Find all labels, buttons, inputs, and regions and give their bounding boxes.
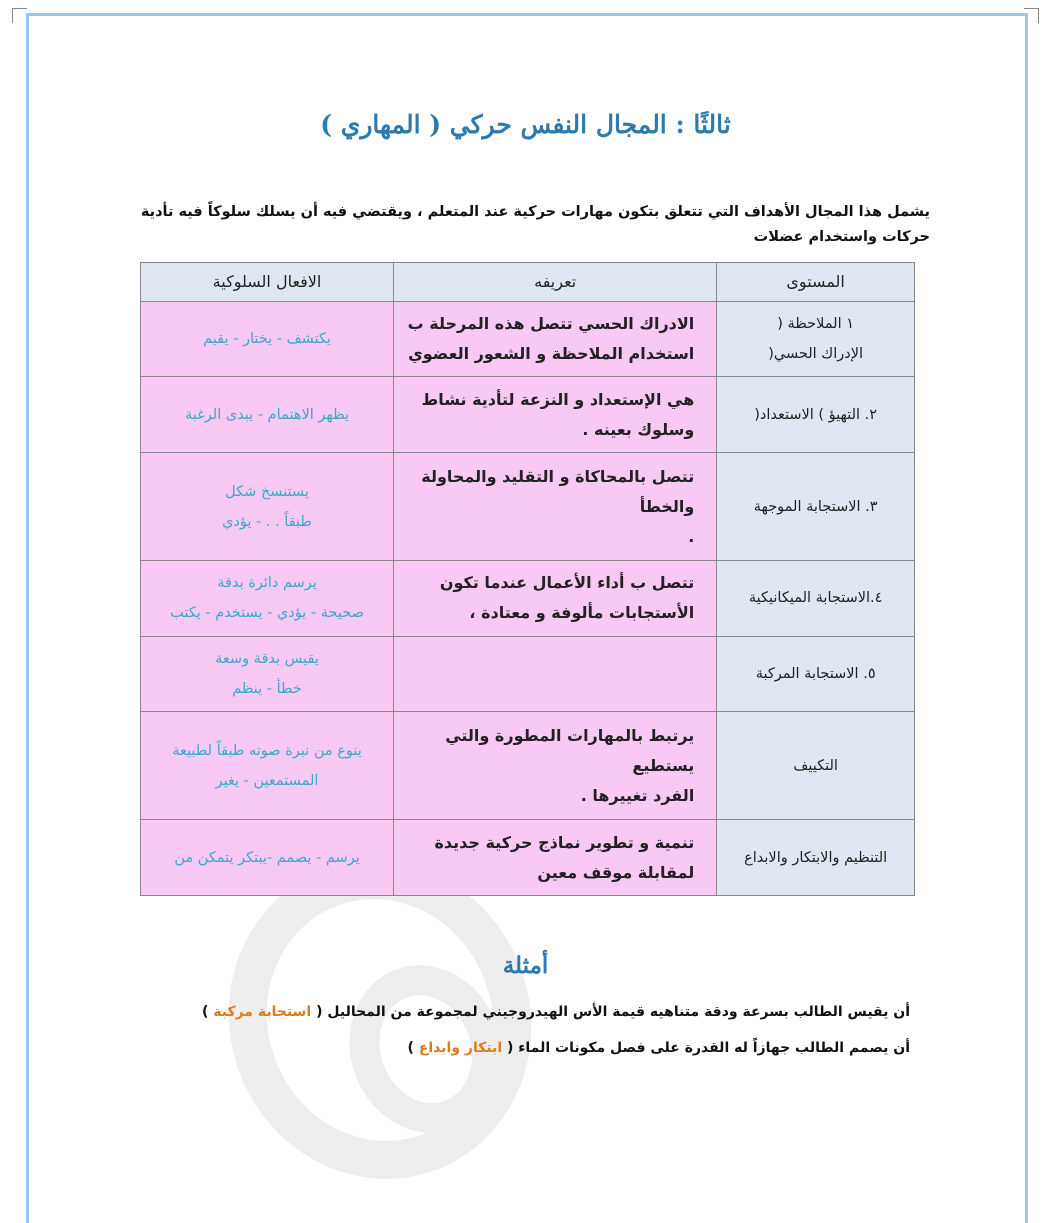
level-text: ١ الملاحظة ( الإدراك الحسي( [768,316,864,363]
table-row [141,820,915,896]
level-cell [717,302,915,377]
definition-cell [394,561,717,636]
header-level: المستوى [717,263,915,302]
level-text: ٣. الاستجابة الموجهة [753,498,878,515]
level-cell [717,820,915,896]
definition-text: يرتبط بالمهارات المطورة والتي يستطيع الفرد تغييرها . [445,725,695,805]
level-text: ٤.الاستجابة الميكانيكية [748,590,883,607]
level-text: التكييف [793,757,838,774]
definition-cell [394,636,717,711]
verbs-cell [141,712,394,820]
verbs-cell [141,636,394,711]
level-cell [717,561,915,636]
definition-text: تتصل ب أداء الأعمال عندما تكون الأستجابات مألوفة و معتادة ، [439,573,695,623]
levels-table [140,262,915,896]
definition-cell [394,302,717,377]
example-end: ) [201,1004,209,1020]
definition-text: الادراك الحسي تتصل هذه المرحلة ب استخدام الملاحظة و الشعور العضوي [407,314,695,364]
definition-cell [394,712,717,820]
verbs-text: ينوع من نبرة صوته طبقاً لطبيعة المستمعين - يغير [172,742,362,789]
level-text: ٢. التهيؤ ) الاستعداد( [754,406,878,423]
examples-title: أمثلة [502,952,549,979]
verbs-text: يكتشف - يختار - يقيم [203,331,331,348]
definition-text: هي الإستعداد و النزعة لتأدية نشاط وسلوك بعينه . [421,389,695,439]
example-text: أن يقيس الطالب بسرعة ودقة متناهيه قيمة الأس الهيدروجيني لمجموعة من المحاليل ( [316,1004,910,1020]
table-row [141,712,915,820]
table-row [141,636,915,711]
example-item [150,1040,910,1056]
level-cell [717,636,915,711]
definition-text: تنمية و تطوير نماذج حركية جديدة لمقابلة موقف معين [434,832,695,882]
verbs-cell [141,377,394,452]
crop-mark [12,8,27,23]
verbs-cell [141,302,394,377]
page-title: ثالثًا : المجال النفس حركي ( المهاري ) [320,110,731,139]
table-row [141,452,915,560]
example-highlight: استجابة مركبة [213,1004,312,1020]
level-cell [717,712,915,820]
verbs-text: يرسم دائرة بدقة صحيحة - يؤدي - يستخدم - يكتب [170,575,364,622]
intro-paragraph: يشمل هذا المجال الأهداف التي تتعلق بتكون مهارات حركية عند المتعلم ، ويقتضي فيه أن يسلك سلوكاً فيه تأدية حركات واستخدام عضلات [140,204,930,245]
level-text: ٥. الاستجابة المركبة [755,665,876,682]
verbs-cell [141,452,394,560]
verbs-text: يستنسخ شكل طبقاً . . - يؤدي [222,483,312,530]
example-item [150,1004,910,1020]
header-definition: تعريفه [394,263,717,302]
verbs-text: يقيس بدقة وسعة خطأ - ينظم [215,650,319,697]
crop-mark [1024,8,1039,23]
example-text: أن يصمم الطالب جهازاً له القدرة على فصل مكونات الماء ( [507,1040,910,1056]
table-row [141,561,915,636]
verbs-text: يرسم - يصمم -يبتكر يتمكن من [174,849,360,866]
header-verbs: الافعال السلوكية [141,263,394,302]
table-row [141,302,915,377]
verbs-cell [141,820,394,896]
verbs-text: يظهر الاهتمام - يبدى الرغبة [185,406,349,423]
verbs-cell [141,561,394,636]
definition-cell [394,377,717,452]
level-cell [717,452,915,560]
level-cell [717,377,915,452]
table-header-row [141,263,915,302]
definition-cell [394,452,717,560]
table-row [141,377,915,452]
level-text: التنظيم والابتكار والابداع [744,849,888,866]
definition-text: تتصل بالمحاكاة و التقليد والمحاولة والخطأ . [421,466,695,546]
example-end: ) [407,1040,414,1056]
definition-cell [394,820,717,896]
example-highlight: ابتكار وابداع [418,1040,503,1056]
